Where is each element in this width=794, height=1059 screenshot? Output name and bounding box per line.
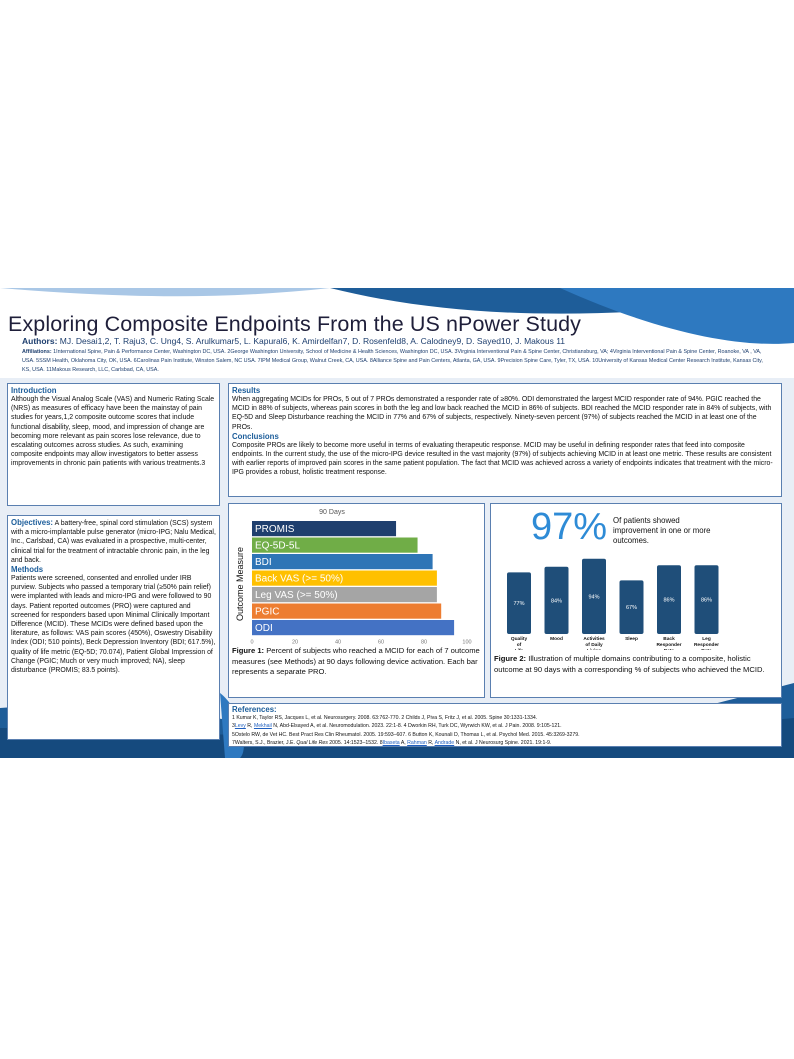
chart-bar-label: BDI bbox=[255, 557, 272, 569]
chart-category-label: Quality bbox=[510, 637, 528, 642]
reference-link[interactable]: Ibaseta bbox=[382, 740, 400, 747]
figure2-big-text: Of patients showed improvement in one or more outcomes. bbox=[613, 516, 711, 545]
results-heading: Results bbox=[232, 386, 261, 395]
chart-category-label bbox=[515, 648, 524, 650]
reference-link[interactable]: Mekhail bbox=[253, 723, 272, 730]
chart-data-label: 67% bbox=[625, 605, 638, 612]
poster bbox=[0, 288, 794, 758]
results-panel bbox=[228, 383, 782, 497]
chart-bar-label: Leg VAS (>= 50%) bbox=[255, 590, 338, 602]
objectives-methods-panel bbox=[7, 515, 220, 740]
figure1-chart bbox=[229, 504, 484, 644]
chart-category-label: Responder bbox=[656, 643, 682, 648]
reference-line: 1 Kumar K, Taylor RS, Jacques L, et al. Neurosurgery. 2008. 63:762-770. 2 Childs J, Piva S, Fritz J, et al. 2005. Spine 30:1331-1334. bbox=[232, 715, 538, 721]
references-heading: References: bbox=[232, 705, 277, 714]
reference-link[interactable]: Rahman bbox=[407, 740, 427, 747]
chart-data-label: 94% bbox=[588, 594, 600, 601]
chart-bar-label: EQ-5D-5L bbox=[255, 540, 301, 552]
reference-link[interactable]: Andrade bbox=[434, 740, 455, 747]
chart-category-label: Responder bbox=[693, 643, 720, 648]
authors-line bbox=[22, 336, 565, 346]
chart-category-label: Sleep bbox=[625, 637, 638, 642]
reference-line: 5Ostelo RW, de Vet HC. Best Pract Res Clin Rheumatol. 2005. 19:593–607. 6 Button K, Kounali D, Thomas L, et al. Psychol Med. 2015. 45:3269-3279. bbox=[232, 731, 580, 738]
chart-bar bbox=[252, 604, 441, 619]
chart-tick-label: 20 bbox=[291, 639, 299, 644]
results-text: When aggregating MCIDs for PROs, 5 out of 7 PROs demonstrated a responder rate of ≥80%. ODI demonstrated the largest MCID responder rate of 94%. PGIC reached the MCID in 88% of subjects, whereas pain scores in both the leg and low back reached the MCID in 86% of subjects. BDI reached the MCID responder rate in 84% of subjects, with EQ-5D and Sleep Disturbance reaching the MCID in 77% and 67% of subjects, respectively. Ninety-seven percent (97%) of subjects reached the MCID in at least one of the PROs. bbox=[232, 396, 772, 431]
figure1-panel bbox=[228, 503, 485, 698]
chart-data-label: 77% bbox=[513, 601, 525, 608]
chart-title: 90 Days bbox=[319, 509, 345, 516]
references-panel bbox=[228, 703, 782, 747]
conclusions-text: Composite PROs are likely to become more useful in terms of evaluating therapeutic response. MCID may be useful in defining responder rates that feed into composite endpoints. In the current study, the use of the micro-IPG device resulted in the vast majority (97%) of subjects achieving MCID in at least one metric. These results are consistent with earlier reports of improved pain scores in the same patient population. The fact that MCID was achieved across a variety of endpoints indicates that treatment with the micro-IPG provides a robust, holistic treatment response. bbox=[232, 441, 773, 477]
poster-title: Exploring Composite Endpoints From the US nPower Study bbox=[8, 312, 582, 336]
chart-category-label: Leg bbox=[702, 637, 711, 642]
methods-text: Patients were screened, consented and enrolled under IRB purview. Subjects who passed a temporary trial (≥50% pain relief) were implanted with leads and micro-IPG and were followed to 90 days. Patient reported outcomes (PRO) were captured and screened for responders based upon Minimal Clinically Important Difference (MCID). These MCIDs were defined based upon the literature, as follows: VAS pain scores (450%), Oswestry Disability Index (ODI; 510 points), Beck Depression Inventory (BDI; 617.5%), quality of life metric (EQ-5D; 70.074), Patient Global Impression of Change (PGIC; Much or very much improved; NA), sleep disturbance (PROMIS; 83.5 points). bbox=[11, 575, 216, 675]
objectives-text: A battery-free, spinal cord stimulation (SCS) system with a micro-implantable pulse generator (micro-IPG; Nalu Medical, Inc., Carlsbad, CA) was evaluated in a prospective, multi-center, clinical trial for the treatment of intractable chronic pain, in the leg and back. bbox=[11, 520, 216, 564]
chart-tick-label: 0 bbox=[250, 639, 254, 644]
chart-category-label bbox=[664, 648, 675, 650]
conclusions-heading: Conclusions bbox=[232, 431, 279, 441]
chart-tick-label: 40 bbox=[334, 639, 342, 644]
chart-tick-label: 80 bbox=[420, 639, 428, 644]
chart-category-label: Mood bbox=[550, 637, 563, 642]
introduction-panel bbox=[7, 383, 220, 506]
chart-category-label: Back bbox=[663, 637, 675, 642]
affiliations-text: 1International Spine, Pain & Performance Center, Washington DC, USA. 2George Washington University, School of Medicine & Health Sciences, Washington DC, USA. 3Virginia Interventional Pain & Spine Center, Christiansburg, VA; 4Virginia Interventional Pain & Spine Center, Roanoke, VA , VA, USA. 5SSM Health, Oklahoma City, OK, USA. 6Carolinas Pain Institute, Winston Salem, NC USA. 7IPM Medical Group, Walnut Creek, CA, USA. 8Alliance Spine and Pain Centers, Atlanta, GA, USA. 9Precision Spine Care, Tyler, TX, USA. 10University of Kansas Medical Center Research Institute, Kansas City, KS, USA. 11Makous Research, LLC, Carlsbad, CA, USA. bbox=[22, 349, 763, 373]
figure1-caption-text: Percent of subjects who reached a MCID for each of 7 outcome measures (see Methods) at 90 days following device activation. Each bar represents a separate PRO. bbox=[232, 646, 480, 676]
figure2-caption-label: Figure 2: bbox=[494, 654, 527, 663]
reference-link[interactable]: Levy bbox=[234, 723, 246, 730]
chart-bar-label: PGIC bbox=[255, 606, 280, 618]
figure2-big-number: 97% bbox=[531, 506, 608, 548]
chart-category-label: of Daily bbox=[585, 643, 603, 648]
chart-bar bbox=[252, 554, 433, 569]
figure2-caption-text: Illustration of multiple domains contributing to a composite, holistic outcome at 90 days with a corresponding % of subjects who achieved the MCID. bbox=[494, 654, 765, 674]
chart-y-axis-label: Outcome Measure bbox=[235, 546, 245, 622]
chart-tick-label: 100 bbox=[462, 639, 472, 644]
chart-data-label: 86% bbox=[663, 597, 675, 604]
chart-category-label: of bbox=[516, 643, 522, 648]
chart-data-label: 86% bbox=[700, 597, 713, 604]
introduction-text: Although the Visual Analog Scale (VAS) and Numeric Rating Scale (NRS) as measures of efficacy have been the mainstay of pain studies for years,1,2 composite outcome scores that include functional disability, sleep, mood, and impression of change are becoming more relevant as pain scores lose relevance, due to escalating outcomes across studies. As such, examining composite endpoints may allow investigators to better assess improvements in chronic pain patients with various treatments.3 bbox=[11, 396, 215, 468]
chart-tick-label: 60 bbox=[377, 639, 385, 644]
affiliations-label: Affiliations: bbox=[22, 349, 52, 355]
reference-line: 3Levy R, Mekhail N, Abd-Elsayed A, et al. Neuromodulation. 2023. 22:1-8. 4 Dworkin RH, Turk DC, Wyrwich KW, et al. J Pain. 2008. 9:105-121. bbox=[232, 723, 562, 730]
chart-data-label: 84% bbox=[550, 598, 563, 605]
introduction-heading: Introduction bbox=[11, 386, 57, 395]
figure2-caption bbox=[494, 654, 778, 675]
chart-bar-label: PROMIS bbox=[255, 524, 295, 536]
affiliations bbox=[22, 348, 772, 375]
authors-label: Authors: bbox=[22, 336, 58, 346]
figure2-chart bbox=[491, 550, 781, 650]
objectives-heading: Objectives: bbox=[11, 518, 54, 527]
objectives-block bbox=[11, 518, 216, 565]
authors-text: MJ. Desai1,2, T. Raju3, C. Ung4, S. Arulkumar5, L. Kapural6, K. Amirdelfan7, D. Rosenfeld8, A. Calodney9, D. Sayed10, J. Makous 11 bbox=[59, 336, 566, 346]
figure1-caption bbox=[232, 646, 481, 678]
chart-bar-label: ODI bbox=[255, 623, 273, 635]
chart-bar bbox=[252, 620, 454, 635]
figure2-panel bbox=[490, 503, 782, 698]
methods-heading: Methods bbox=[11, 565, 44, 575]
chart-category-label bbox=[701, 648, 712, 650]
chart-bar-label: Back VAS (>= 50%) bbox=[255, 573, 344, 585]
chart-category-label bbox=[587, 648, 601, 650]
figure1-caption-label: Figure 1: bbox=[232, 646, 265, 655]
reference-line: 7Walters, S.J., Brazier, J.E. Qual Life Res 2005. 14:1523–1532. 8Ibaseta A, Rahman R, Andrade N, et al. J Neurosurg Spine. 2021. 19:1-9. bbox=[232, 740, 552, 747]
chart-category-label: Activities bbox=[583, 637, 605, 642]
